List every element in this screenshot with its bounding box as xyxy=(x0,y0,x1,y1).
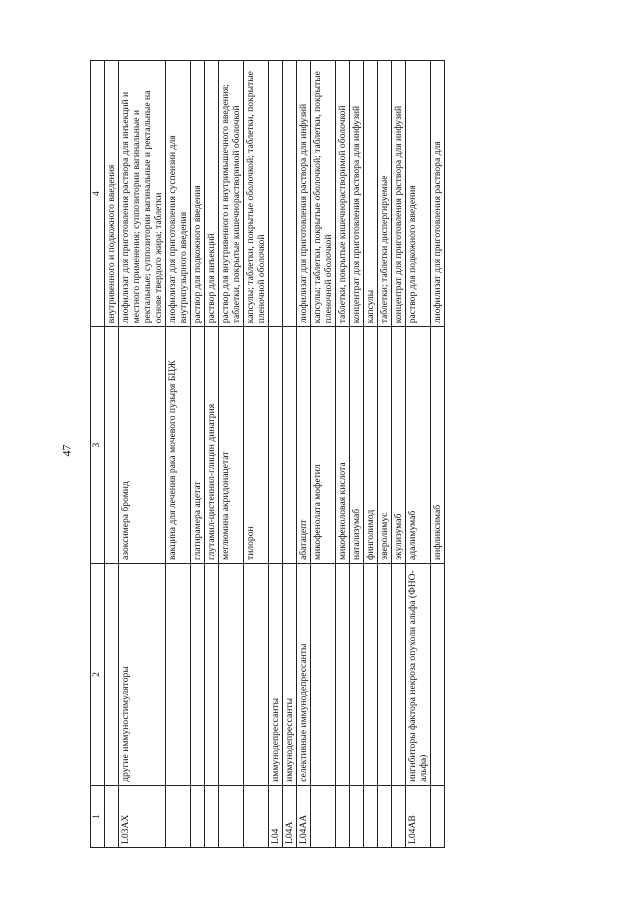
table-row xyxy=(166,61,191,848)
table-cell-c2 xyxy=(105,563,119,785)
table-cell-c1 xyxy=(364,785,378,847)
column-header: 3 xyxy=(91,327,105,564)
header-row xyxy=(91,61,105,848)
table-cell-c4: лиофилизат для приготовления раствора для инъекций и местного применения; суппозитории вагинальные и ректальные; суппозитории вагинальные и ректальные на основе твердого жира; таблетки xyxy=(119,61,166,327)
table-cell-c4: раствор для внутривенного и внутримышечного введения; таблетки, покрытые кишечнорастворимой оболочкой xyxy=(219,61,244,327)
table-cell-c2 xyxy=(378,563,392,785)
table-cell-c1: L04AA xyxy=(297,785,311,847)
table-cell-c2 xyxy=(364,563,378,785)
table-cell-c2: иммунодепрессанты xyxy=(283,563,297,785)
table-cell-c4 xyxy=(269,61,283,327)
table-cell-c1: L04A xyxy=(283,785,297,847)
table-cell-c4: концентрат для приготовления раствора для инфузий xyxy=(392,61,406,327)
table-cell-c2: иммунодепрессанты xyxy=(269,563,283,785)
table-cell-c3: абатацепт xyxy=(297,327,311,564)
table-cell-c3: натализумаб xyxy=(350,327,364,564)
table-cell-c3: микофенолата мофетил xyxy=(311,327,336,564)
column-header: 2 xyxy=(91,563,105,785)
table-cell-c3: микофеноловая кислота xyxy=(336,327,350,564)
table-row xyxy=(119,61,166,848)
table-cell-c4: таблетки, покрытые кишечнорастворимой оболочкой xyxy=(336,61,350,327)
table-body xyxy=(105,61,445,848)
table-cell-c1: L03AX xyxy=(119,785,166,847)
table-row xyxy=(244,61,269,848)
table-cell-c4: раствор для подкожного введения xyxy=(406,61,431,327)
table-row xyxy=(191,61,205,848)
table-cell-c4: внутривенного и подкожного введения xyxy=(105,61,119,327)
table-row xyxy=(311,61,336,848)
table-cell-c2 xyxy=(219,563,244,785)
table-cell-c2 xyxy=(205,563,219,785)
table-cell-c1 xyxy=(311,785,336,847)
table-cell-c3: глатирамера ацетат xyxy=(191,327,205,564)
table-cell-c2 xyxy=(311,563,336,785)
table-cell-c1 xyxy=(191,785,205,847)
table-cell-c3: адалимумаб xyxy=(406,327,431,564)
table-row xyxy=(350,61,364,848)
table-cell-c1 xyxy=(350,785,364,847)
table-cell-c4: капсулы; таблетки, покрытые оболочкой; таблетки, покрытые пленочной оболочкой xyxy=(244,61,269,327)
table-cell-c2: ингибиторы фактора некроза опухоли альфа (ФНО-альфа) xyxy=(406,563,431,785)
page-number: 47 xyxy=(59,444,74,456)
table-cell-c4: концентрат для приготовления раствора для инфузий xyxy=(350,61,364,327)
table-cell-c4: лиофилизат для приготовления раствора для инфузий xyxy=(297,61,311,327)
table-cell-c3 xyxy=(105,327,119,564)
table-cell-c3: азоксимера бромид xyxy=(119,327,166,564)
table-cell-c1 xyxy=(105,785,119,847)
table-cell-c3: меглюмина акридонацетат xyxy=(219,327,244,564)
table-cell-c1: L04AB xyxy=(406,785,431,847)
table-cell-c1 xyxy=(219,785,244,847)
table-cell-c3: эверолимус xyxy=(378,327,392,564)
table-row xyxy=(105,61,119,848)
table-cell-c3: экулизумаб xyxy=(392,327,406,564)
table-cell-c4: капсулы xyxy=(364,61,378,327)
table-cell-c2 xyxy=(336,563,350,785)
table-cell-c1: L04 xyxy=(269,785,283,847)
rotated-table-container xyxy=(90,60,622,848)
table-row xyxy=(378,61,392,848)
table-row xyxy=(219,61,244,848)
table-cell-c1 xyxy=(378,785,392,847)
table-row xyxy=(205,61,219,848)
table-cell-c2 xyxy=(244,563,269,785)
table-cell-c1 xyxy=(336,785,350,847)
table-cell-c4 xyxy=(283,61,297,327)
table-row xyxy=(406,61,431,848)
table-cell-c4: таблетки; таблетки диспергируемые xyxy=(378,61,392,327)
table-cell-c2 xyxy=(431,563,445,785)
table-cell-c4: раствор для подкожного введения xyxy=(191,61,205,327)
table-cell-c3: тилорон xyxy=(244,327,269,564)
table-row xyxy=(431,61,445,848)
table-row xyxy=(283,61,297,848)
table-row xyxy=(297,61,311,848)
table-row xyxy=(364,61,378,848)
drug-table xyxy=(90,60,445,848)
table-cell-c4: капсулы; таблетки, покрытые оболочкой; таблетки, покрытые пленочной оболочкой xyxy=(311,61,336,327)
table-cell-c1 xyxy=(431,785,445,847)
table-cell-c2: селективные иммунодепрессанты xyxy=(297,563,311,785)
table-cell-c3 xyxy=(269,327,283,564)
table-cell-c4: лиофилизат для приготовления раствора для xyxy=(431,61,445,327)
table-row xyxy=(269,61,283,848)
table-cell-c2: другие иммуностимуляторы xyxy=(119,563,166,785)
table-cell-c1 xyxy=(166,785,191,847)
table-row xyxy=(336,61,350,848)
table-row xyxy=(392,61,406,848)
table-cell-c2 xyxy=(350,563,364,785)
table-cell-c1 xyxy=(244,785,269,847)
table-cell-c1 xyxy=(205,785,219,847)
table-cell-c1 xyxy=(392,785,406,847)
table-cell-c4: лиофилизат для приготовления суспензии для внутрипузырного введения xyxy=(166,61,191,327)
table-cell-c3: глутамил-цистеинил-глицин динатрия xyxy=(205,327,219,564)
table-cell-c2 xyxy=(191,563,205,785)
table-cell-c4: раствор для инъекций xyxy=(205,61,219,327)
table-cell-c2 xyxy=(166,563,191,785)
table-cell-c3: инфликсимаб xyxy=(431,327,445,564)
table-cell-c3 xyxy=(283,327,297,564)
table-cell-c2 xyxy=(392,563,406,785)
table-cell-c3: вакцина для лечения рака мочевого пузыря БЦЖ xyxy=(166,327,191,564)
table-cell-c3: финголимод xyxy=(364,327,378,564)
column-header: 1 xyxy=(91,785,105,847)
column-header: 4 xyxy=(91,61,105,327)
